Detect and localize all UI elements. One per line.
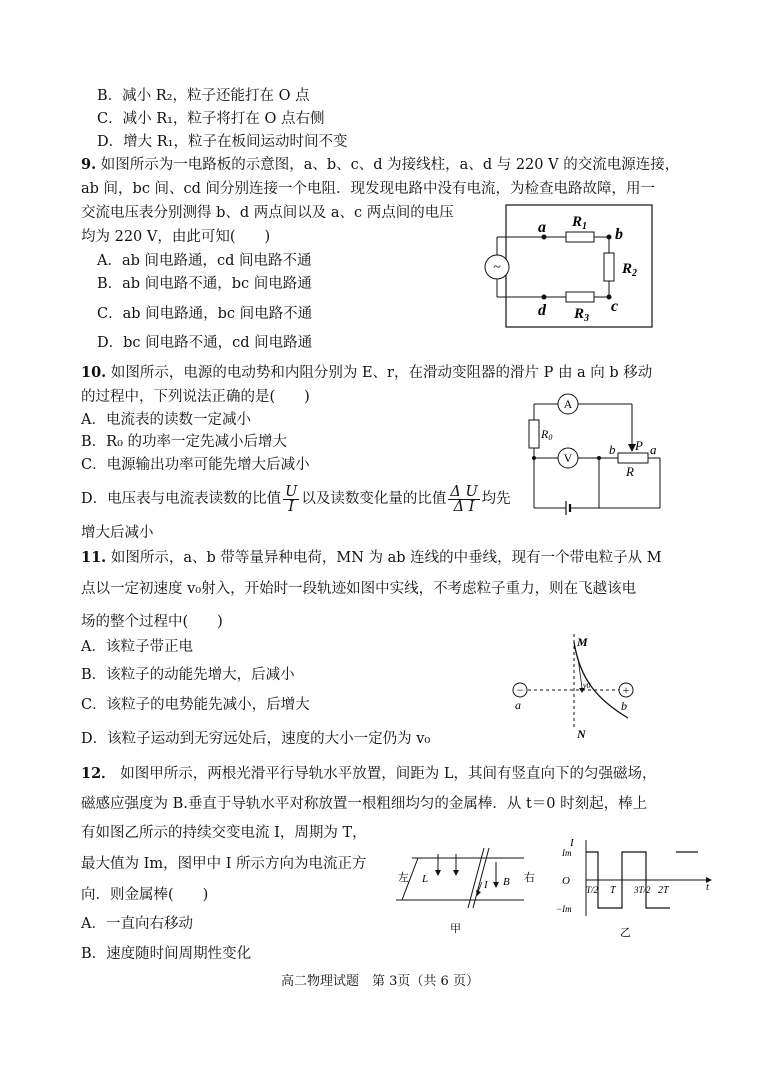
resistor-r0: [529, 420, 539, 448]
fraction-u-over-i: $\frac{U}{I}$: [285, 483, 298, 515]
svg-text:T/2: T/2: [586, 885, 599, 895]
q9-option-c: C．ab 间电路通，bc 间电路不通: [97, 306, 313, 322]
q11-line2: 点以一定初速度 v₀射入，开始时一段轨迹如图中实线，不考虑粒子重力，则在飞越该电: [81, 581, 637, 597]
fraction-delta-u-over-delta-i: $\frac{\text{Δ U}}{\text{Δ I}}$: [450, 483, 478, 515]
q12-line5: 向．则金属棒( ): [81, 887, 209, 903]
q11-option-d: D．该粒子运动到无穷远处后，速度的大小一定仍为 v₀: [81, 731, 431, 747]
svg-text:Im: Im: [562, 848, 572, 858]
svg-text:a: a: [515, 698, 521, 712]
q10-line1: 10. 如图所示，电源的电动势和内阻分别为 E、r，在滑动变阻器的滑片 P 由 a 向 b 移动: [81, 364, 653, 381]
resistor-r3: [566, 292, 594, 302]
resistor-r1: [566, 232, 594, 242]
svg-text:v0: v0: [583, 681, 591, 690]
metal-rod: [468, 848, 484, 908]
svg-text:甲: 甲: [450, 923, 461, 935]
svg-text:−Im: −Im: [556, 904, 572, 914]
rheostat: [618, 453, 648, 463]
q9-line4: 均为 220 V，由此可知( ): [81, 229, 271, 245]
q10-option-a: A．电流表的读数一定减小: [81, 412, 251, 428]
svg-text:T: T: [610, 885, 616, 896]
svg-text:O: O: [562, 875, 570, 887]
q9-circuit-figure: [474, 205, 654, 329]
svg-text:~: ~: [493, 260, 501, 275]
q12-figure-yi: [556, 836, 716, 944]
q12-option-a: A．一直向右移动: [81, 916, 193, 932]
svg-text:d: d: [538, 302, 546, 319]
svg-text:−: −: [516, 683, 524, 697]
svg-text:a: a: [650, 442, 657, 457]
svg-text:+: +: [622, 683, 630, 697]
svg-text:R2: $R_2$: [622, 261, 638, 279]
svg-text:A: A: [563, 397, 573, 411]
resistor-r2: [604, 253, 614, 281]
q12-line4: 最大值为 Im，图甲中 I 所示方向为电流正方: [81, 856, 367, 872]
svg-text:R3: $R_3$: [574, 306, 590, 324]
svg-text:V: V: [563, 451, 573, 465]
q12-line3: 有如图乙所示的持续交变电流 I，周期为 T，: [81, 825, 367, 841]
q10-circuit-figure: [522, 392, 667, 512]
svg-text:N: N: [577, 727, 586, 741]
svg-text:P: P: [635, 438, 643, 453]
q12-line1: 12． 如图甲所示，两根光滑平行导轨水平放置，间距为 L，其间有竖直向下的匀强磁场，: [81, 765, 657, 782]
svg-text:3T/2: 3T/2: [634, 885, 651, 895]
q9-option-d: D．bc 间电路不通，cd 间电路通: [97, 335, 313, 351]
q12-figure-jia: [392, 848, 542, 938]
q10-option-c: C．电源输出功率可能先增大后减小: [81, 457, 310, 473]
svg-text:I: I: [484, 879, 488, 891]
svg-text:右: 右: [524, 872, 535, 884]
q9-option-a: A．ab 间电路通，cd 间电路不通: [97, 253, 312, 269]
svg-text:R0: R0: [541, 427, 553, 442]
q8-option-d: D．增大 R₁，粒子在板间运动时间不变: [97, 134, 348, 150]
svg-text:R1: $R_1$: [572, 214, 588, 232]
svg-text:b: b: [609, 442, 616, 457]
q11-option-b: B．该粒子的动能先增大，后减小: [81, 667, 295, 683]
svg-text:R: R: [626, 464, 634, 479]
svg-text:左: 左: [398, 872, 409, 884]
q9-option-b: B．ab 间电路不通，bc 间电路通: [97, 276, 312, 292]
q10-line2: 的过程中，下列说法正确的是( ): [81, 389, 310, 405]
q9-line2: ab 间，bc 间、cd 间分别连接一个电阻．现发现电路中没有电流，为检查电路故障，用一: [81, 181, 656, 197]
q11-option-c: C．该粒子的电势能先减小，后增大: [81, 697, 310, 713]
q10-option-d-cont: 增大后减小: [81, 525, 154, 541]
svg-text:a: a: [538, 219, 546, 236]
svg-text:L: L: [422, 873, 429, 885]
q11-line3: 场的整个过程中( ): [81, 614, 223, 630]
svg-text:乙: 乙: [620, 927, 631, 939]
q12-line2: 磁感应强度为 B.垂直于导轨水平对称放置一根粗细均匀的金属棒．从 t＝0 时刻起，棒上: [81, 796, 648, 812]
q9-line1: 9. 如图所示为一电路板的示意图，a、b、c、d 为接线柱，a、d 与 220 V 的交流电源连接，: [81, 156, 680, 173]
svg-text:b: b: [615, 226, 623, 243]
page-footer: 高二物理试题 第 3页（共 6 页）: [281, 974, 479, 989]
q8-option-c: C．减小 R₁，粒子将打在 O 点右侧: [97, 111, 325, 127]
svg-text:B: B: [503, 876, 510, 888]
q12-option-b: B．速度随时间周期性变化: [81, 946, 252, 962]
q10-option-d: D．电压表与电流表读数的比值 $\frac{U}{I}$ 以及读数变化量的比值 $\frac{\text{Δ U}}{\text{Δ I}}$ 均先: [81, 483, 511, 515]
svg-text:I: I: [570, 837, 574, 849]
q11-option-a: A．该粒子带正电: [81, 639, 193, 655]
q11-line1: 11. 如图所示，a、b 带等量异种电荷，MN 为 ab 连线的中垂线，现有一个带电粒子从 M: [81, 549, 662, 566]
svg-text:b: b: [621, 699, 627, 713]
svg-text:t: t: [706, 881, 710, 893]
svg-text:M: M: [577, 635, 588, 649]
q11-field-figure: [508, 630, 648, 742]
trajectory-curve: [574, 642, 628, 718]
q10-option-b: B．R₀ 的功率一定先减小后增大: [81, 434, 287, 450]
q8-option-b: B．减小 R₂，粒子还能打在 O 点: [97, 88, 310, 104]
svg-text:2T: 2T: [658, 885, 669, 896]
q9-line3: 交流电压表分别测得 b、d 两点间以及 a、c 两点间的电压: [81, 205, 454, 221]
svg-text:c: c: [611, 298, 619, 315]
